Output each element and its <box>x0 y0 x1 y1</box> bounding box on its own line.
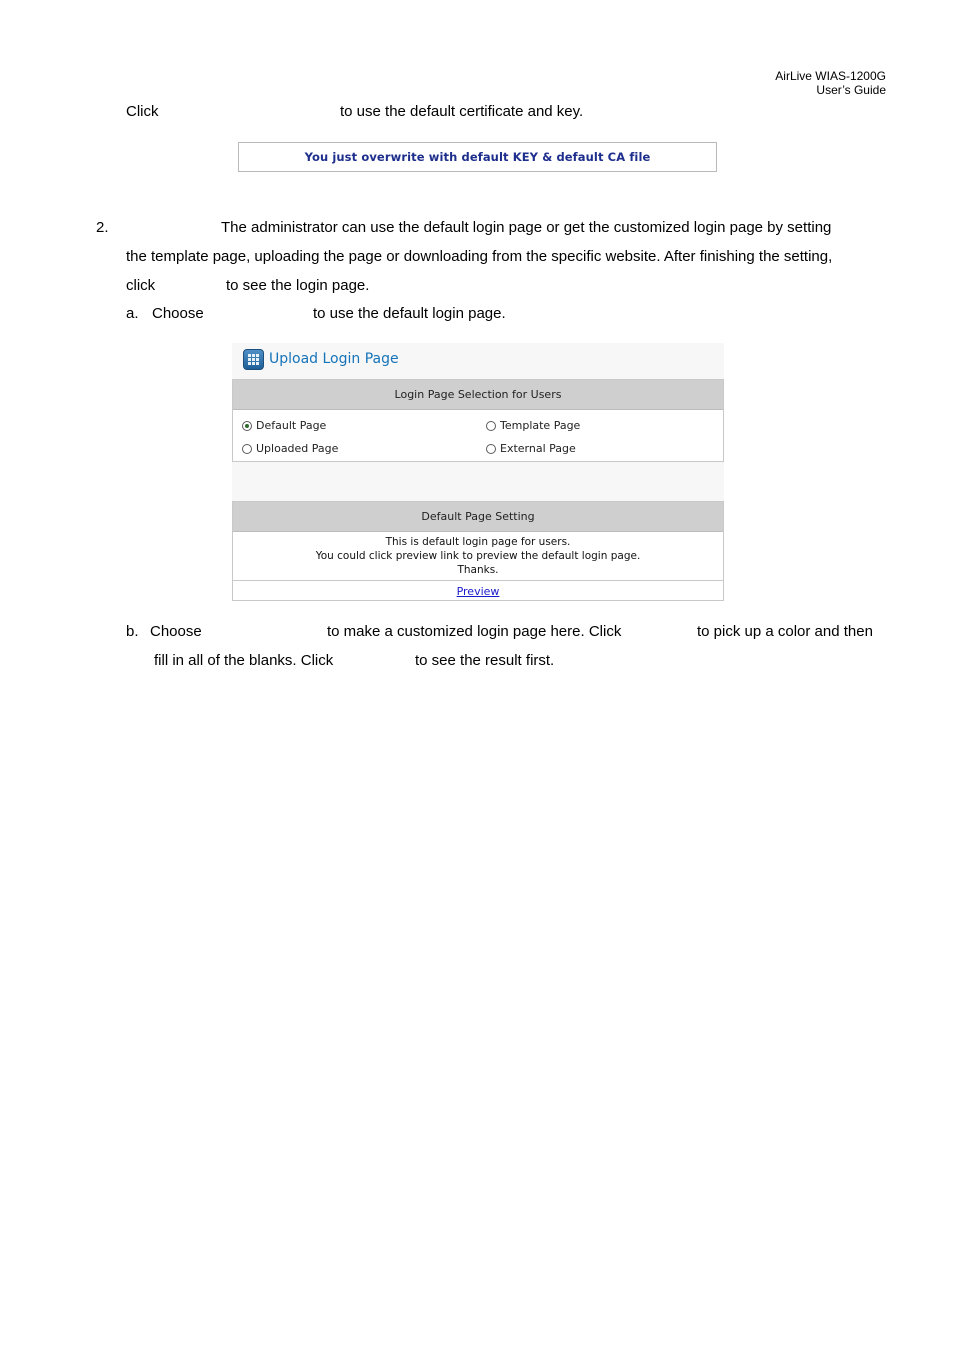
intro-click-rest: to use the default certificate and key. <box>340 103 584 120</box>
grid-icon <box>243 349 264 370</box>
radio-button-checked[interactable] <box>242 421 252 431</box>
login-page-selection-table <box>232 379 724 462</box>
notice-box <box>238 142 717 172</box>
upload-title-row <box>243 347 399 371</box>
step-a-label: a. <box>126 305 139 322</box>
radio-button[interactable] <box>486 421 496 431</box>
radio-button[interactable] <box>486 444 496 454</box>
preview-row <box>233 581 723 601</box>
step-b-middle: to make a customized login page here. Click <box>327 623 622 640</box>
default-page-message <box>233 532 723 581</box>
option-label: Template Page <box>500 419 581 432</box>
step2-line1: The administrator can use the default login page or get the customized login page by setting <box>221 219 832 236</box>
preview-link[interactable]: Preview <box>456 584 500 598</box>
step-a-rest: to use the default login page. <box>313 305 506 322</box>
step2-line2: the template page, uploading the page or downloading from the specific website. After finishing the setting, <box>126 248 833 265</box>
step-a-choose: Choose <box>152 305 204 322</box>
radio-button[interactable] <box>242 444 252 454</box>
default-page-setting-table <box>232 501 724 601</box>
step-b-end: to pick up a color and then <box>697 623 873 640</box>
option-label: External Page <box>500 442 576 455</box>
option-label: Uploaded Page <box>256 442 339 455</box>
step-b-line2-end: to see the result first. <box>415 652 555 669</box>
option-default-page[interactable] <box>242 419 326 432</box>
step2-line3-rest: to see the login page. <box>226 277 370 294</box>
selection-header: Login Page Selection for Users <box>233 380 723 410</box>
header-guide: User’s Guide <box>816 83 886 97</box>
message-line: You could click preview link to preview the default login page. <box>315 550 641 562</box>
step2-number: 2. <box>96 219 109 236</box>
option-template-page[interactable] <box>486 419 580 432</box>
upload-login-title: Upload Login Page <box>269 351 399 367</box>
notice-text: You just overwrite with default KEY & default CA file <box>304 150 651 164</box>
radio-options <box>233 410 723 462</box>
message-line: This is default login page for users. <box>385 536 571 548</box>
default-header: Default Page Setting <box>233 502 723 532</box>
message-line: Thanks. <box>457 564 499 576</box>
step2-line3-click: click <box>126 277 156 294</box>
step-b-choose: Choose <box>150 623 202 640</box>
option-label: Default Page <box>256 419 327 432</box>
option-uploaded-page[interactable] <box>242 442 338 455</box>
header-product: AirLive WIAS-1200G <box>775 69 886 83</box>
step-b-line2-start: fill in all of the blanks. Click <box>154 652 334 669</box>
step-b-label: b. <box>126 623 139 640</box>
intro-click-word: Click <box>126 103 159 120</box>
option-external-page[interactable] <box>486 442 576 455</box>
